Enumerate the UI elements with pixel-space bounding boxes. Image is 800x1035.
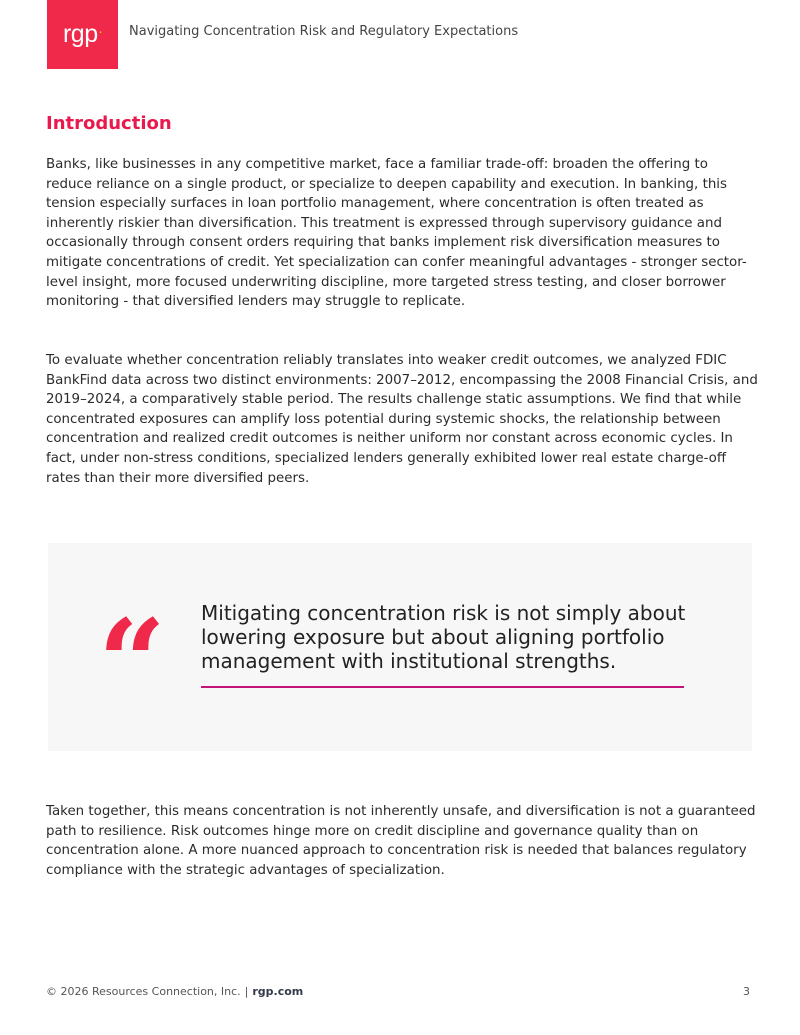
conclusion-paragraph: Taken together, this means concentration is not inherently unsafe, and diversification is not a guaranteed path to resilience. Risk outcomes hinge more on credit discipline and governance quality than on concentration alone. A more nuanced approach to concentration risk is needed that balances regulatory compliance with the strategic advantages of specialization. [46,804,756,878]
logo-dot: . [98,19,103,36]
footer-copyright: © 2026 Resources Connection, Inc. [46,985,241,998]
pullquote-text: Mitigating concentration risk is not simply about lowering exposure but about aligning portfolio management with institutional strengths. [201,601,686,673]
logo-text: rgp [62,20,98,48]
intro-paragraph-2: To evaluate whether concentration reliably translates into weaker credit outcomes, we analyzed FDIC BankFind data across two distinct environments: 2007–2012, encompassing the 2008 Financial Crisis, and 2019–2024, a comparatively stable period. The results challenge static assumptions. We find that while concentrated exposures can amplify loss potential during systemic shocks, the relationship between concentration and realized credit outcomes is neither uniform nor constant across economic cycles. In fact, under non-stress conditions, specialized lenders generally exhibited lower real estate charge-off rates than their more diversified peers. [46,353,758,486]
footer-separator: | [244,985,249,998]
footer [46,985,303,998]
footer-site-link[interactable]: rgp.com [252,985,304,998]
quote-mark-icon: “ [98,593,166,732]
document-title: Navigating Concentration Risk and Regulatory Expectations [129,24,519,39]
page-number: 3 [743,985,750,998]
rgp-logo[interactable] [47,0,118,69]
pullquote-underline [201,686,684,688]
intro-paragraph-1: Banks, like businesses in any competitive market, face a familiar trade-off: broaden the offering to reduce reliance on a single product, or specialize to deepen capability and execution. In banking, this tension especially surfaces in loan portfolio management, where concentration is often treated as inherently riskier than diversification. This treatment is expressed through supervisory guidance and occasionally through consent orders requiring that banks implement risk diversification measures to mitigate concentrations of credit. Yet specialization can confer meaningful advantages - stronger sector-level insight, more focused underwriting discipline, more targeted stress testing, and closer borrower monitoring - that diversified lenders may struggle to replicate. [46,157,747,310]
section-heading: Introduction [46,113,172,134]
